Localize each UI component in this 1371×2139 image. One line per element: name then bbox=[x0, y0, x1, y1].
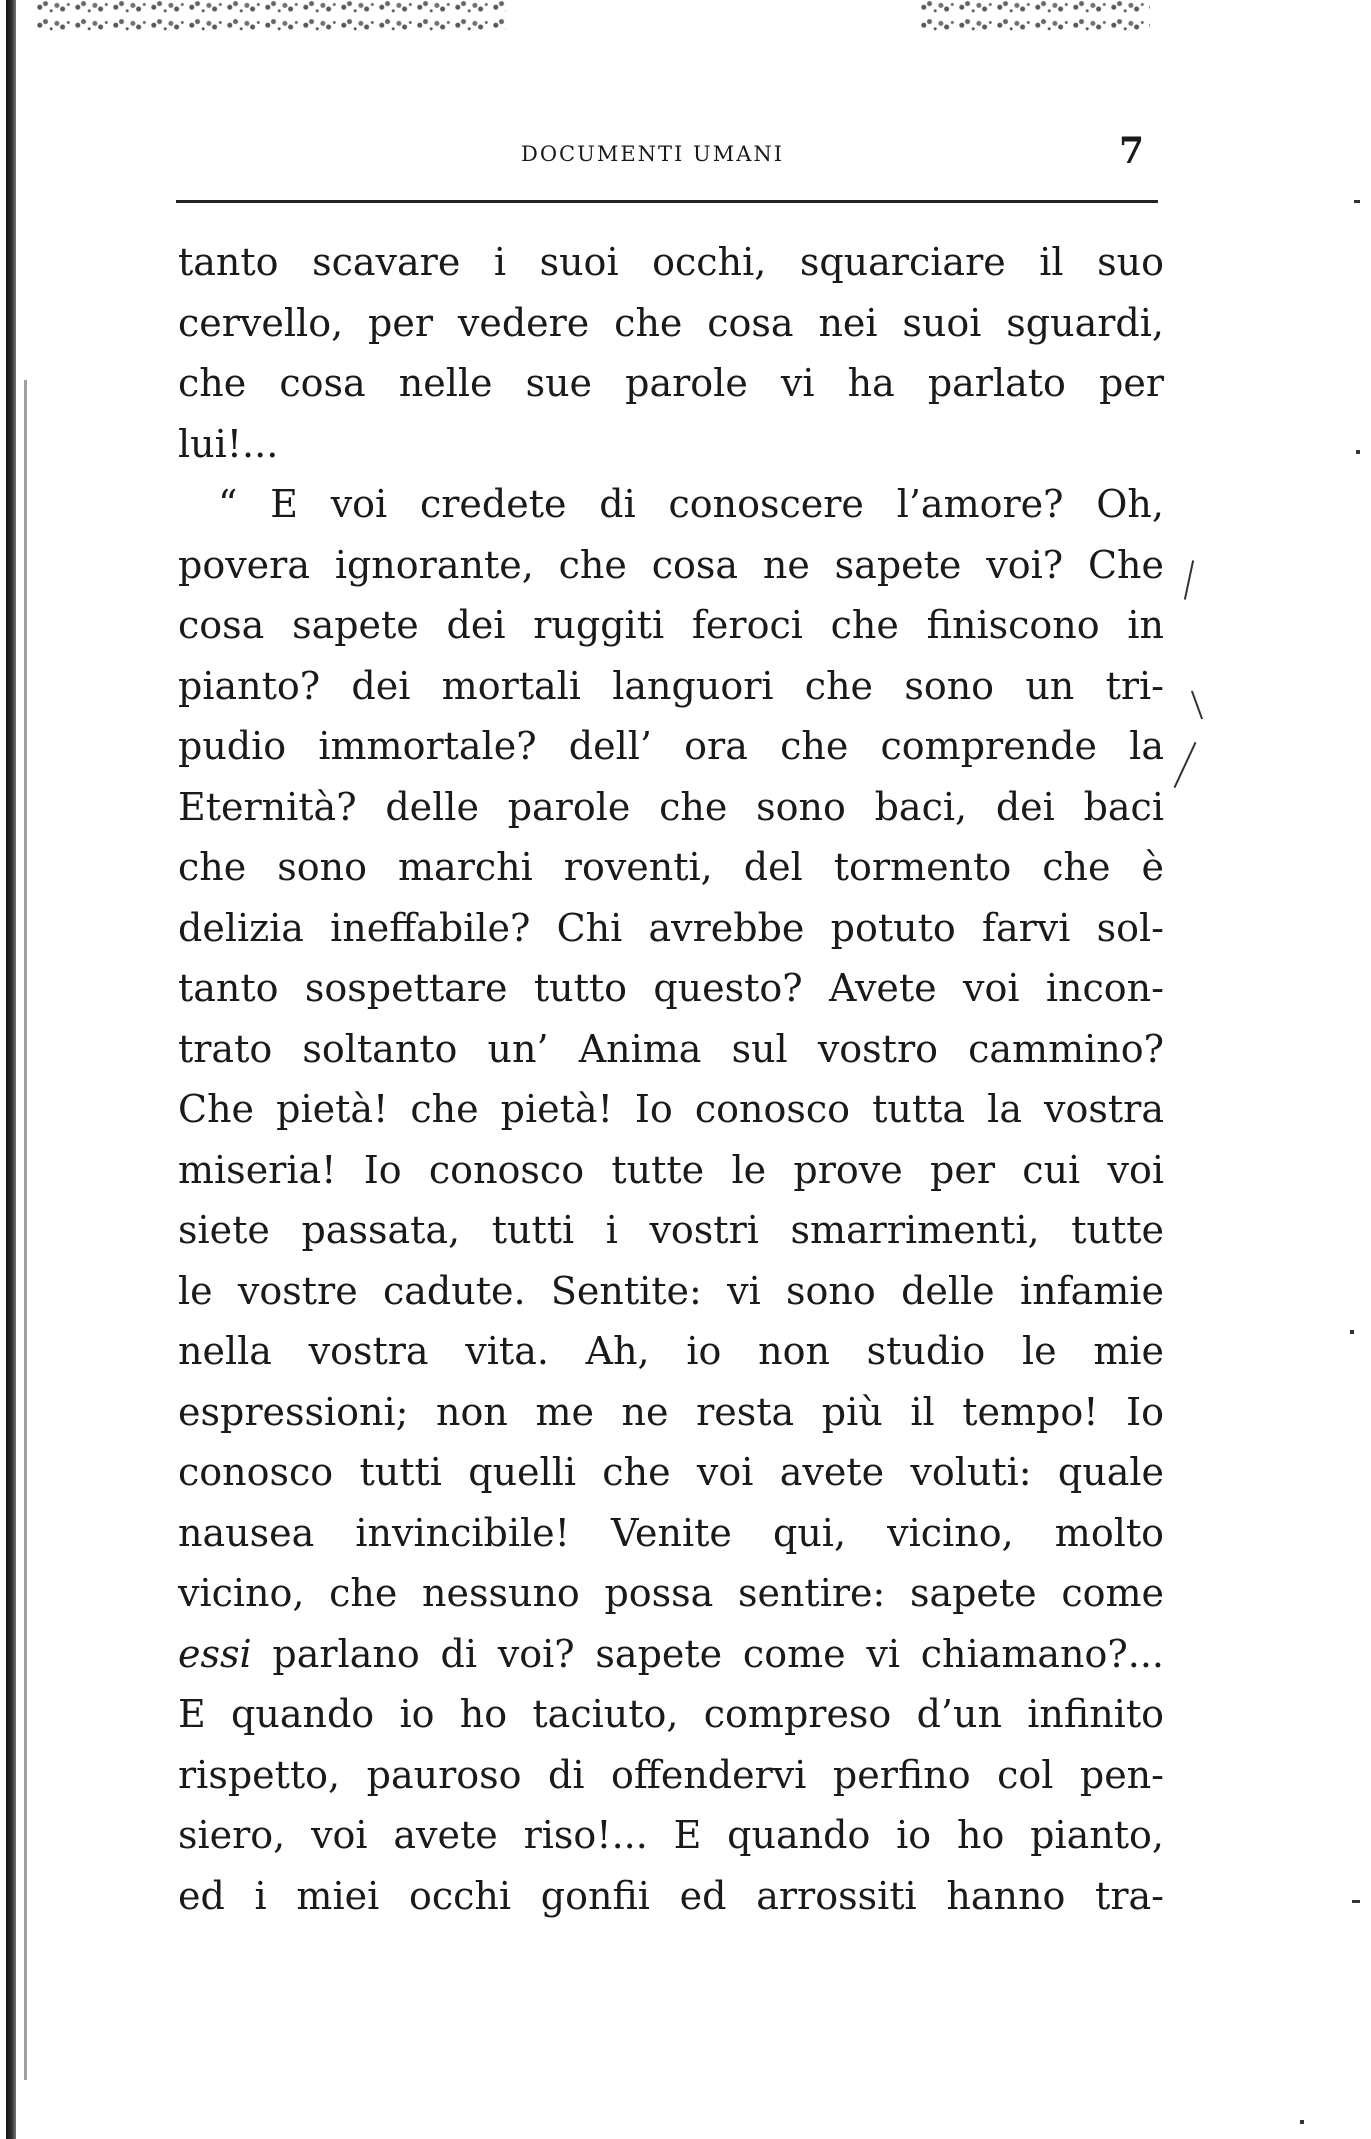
text-line-rest: parlano di voi? sapete come vi chiamano?... bbox=[251, 1631, 1164, 1676]
margin-mark bbox=[1356, 450, 1360, 454]
text-line: che cosa nelle sue parole vi ha parlato per bbox=[178, 361, 1164, 405]
text-line: siero, voi avete riso!... E quando io ho pianto, bbox=[178, 1813, 1164, 1857]
margin-mark bbox=[1300, 2120, 1304, 2124]
scan-page-edge bbox=[6, 0, 16, 2139]
text-line: E quando io ho taciuto, compreso d’un infinito bbox=[178, 1692, 1164, 1736]
page-number: 7 bbox=[1118, 130, 1144, 172]
text-line: espressioni; non me ne resta più il tempo! Io bbox=[178, 1389, 1164, 1434]
text-line: vicino, che nessuno possa sentire: sapete come bbox=[178, 1571, 1164, 1615]
italic-word: essi bbox=[178, 1631, 252, 1676]
margin-mark bbox=[1174, 742, 1197, 788]
header-rule bbox=[176, 200, 1158, 203]
text-line: tanto sospettare tutto questo? Avete voi incon- bbox=[178, 966, 1164, 1010]
text-line: Che pietà! che pietà! Io conosco tutta la vostra bbox=[178, 1087, 1164, 1131]
text-line: miseria! Io conosco tutte le prove per cui voi bbox=[178, 1147, 1164, 1192]
text-line: lui!... bbox=[178, 421, 279, 466]
running-title: DOCUMENTI UMANI bbox=[521, 142, 785, 166]
margin-mark bbox=[1191, 691, 1203, 720]
text-line: Eternità? delle parole che sono baci, dei baci bbox=[178, 784, 1164, 829]
text-line: delizia ineffabile? Chi avrebbe potuto farvi sol- bbox=[178, 905, 1164, 950]
text-line: “ E voi credete di conoscere l’amore? Oh, bbox=[218, 482, 1164, 526]
scan-edge-shadow bbox=[24, 380, 27, 2080]
text-line: cervello, per vedere che cosa nei suoi sguardi, bbox=[178, 300, 1164, 345]
text-line: pudio immortale? dell’ ora che comprende la bbox=[178, 724, 1164, 768]
body-text bbox=[178, 232, 1164, 1926]
margin-mark bbox=[1352, 1900, 1360, 1903]
text-line bbox=[178, 1624, 1164, 1685]
text-line: conosco tutti quelli che voi avete voluti: quale bbox=[178, 1450, 1164, 1494]
text-line: siete passata, tutti i vostri smarrimenti, tutte bbox=[178, 1208, 1164, 1252]
text-line: tanto scavare i suoi occhi, squarciare il suo bbox=[178, 240, 1164, 284]
text-line: ed i miei occhi gonfii ed arrossiti hanno tra- bbox=[178, 1873, 1164, 1918]
text-line: pianto? dei mortali languori che sono un tri- bbox=[178, 663, 1164, 708]
text-line: le vostre cadute. Sentite: vi sono delle infamie bbox=[178, 1268, 1164, 1313]
text-line: povera ignorante, che cosa ne sapete voi? Che bbox=[178, 542, 1164, 587]
margin-mark bbox=[1350, 1330, 1354, 1334]
scan-speckle-left bbox=[36, 0, 506, 34]
text-line: che sono marchi roventi, del tormento che è bbox=[178, 845, 1164, 889]
margin-mark bbox=[1354, 200, 1360, 203]
text-line: nella vostra vita. Ah, io non studio le mie bbox=[178, 1329, 1164, 1373]
text-line: trato soltanto un’ Anima sul vostro cammino? bbox=[178, 1026, 1164, 1071]
margin-mark bbox=[1184, 560, 1194, 600]
running-head bbox=[176, 130, 1158, 178]
text-line: rispetto, pauroso di offendervi perfino col pen- bbox=[178, 1752, 1164, 1797]
scan-speckle-right bbox=[920, 0, 1150, 34]
text-line: cosa sapete dei ruggiti feroci che finiscono in bbox=[178, 603, 1164, 647]
text-line: nausea invincibile! Venite qui, vicino, molto bbox=[178, 1510, 1164, 1555]
